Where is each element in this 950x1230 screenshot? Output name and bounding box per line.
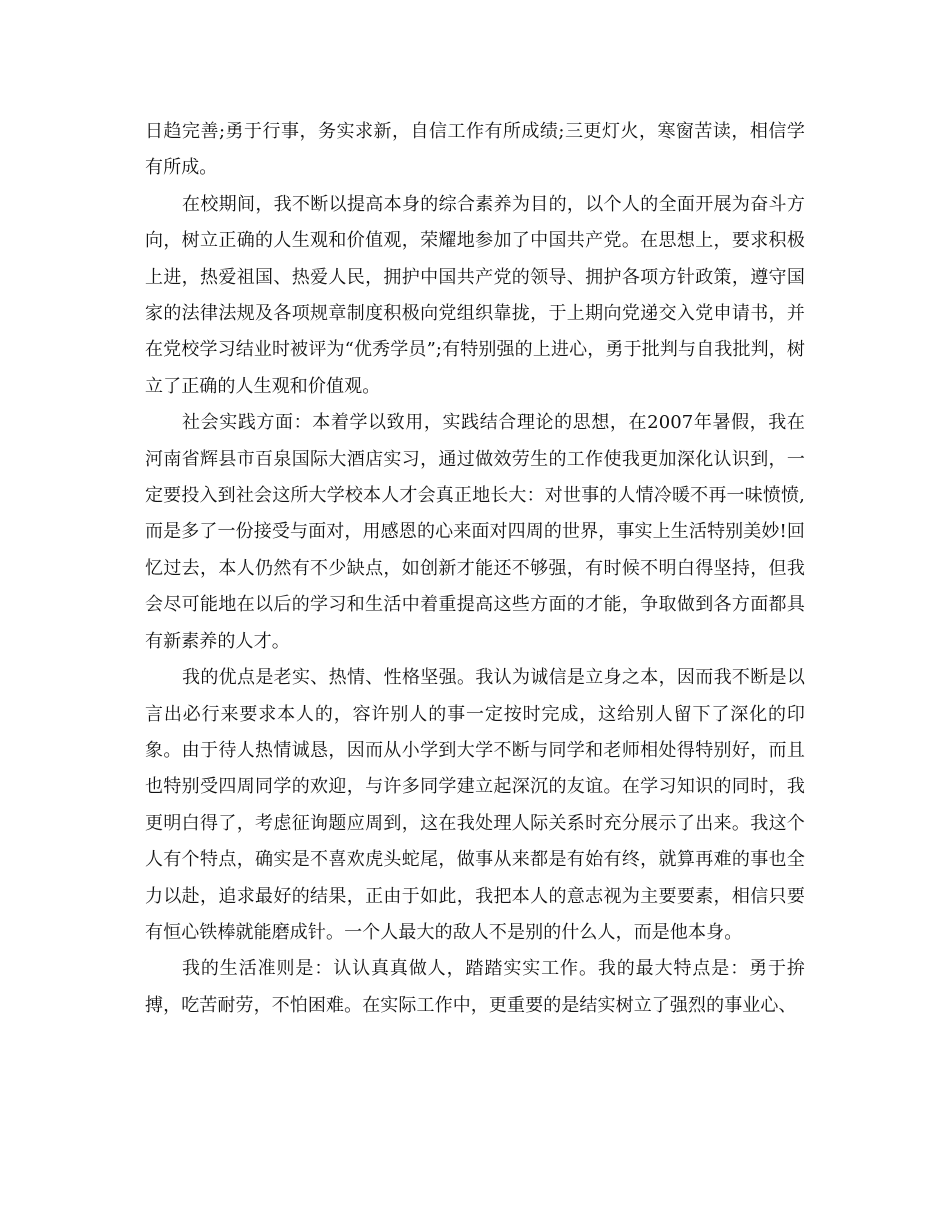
paragraph-life-principles: 我的生活准则是：认认真真做人，踏踏实实工作。我的最大特点是：勇于拚搏，吃苦耐劳，不怕困难。在实际工作中，更重要的是结实树立了强烈的事业心、 (145, 958, 805, 1016)
document-body (145, 114, 805, 1024)
paragraph-social-practice: 社会实践方面：本着学以致用，实践结合理论的思想，在2007年暑假，我在河南省辉县市百泉国际大酒店实习，通过做效劳生的工作使我更加深化认识到，一定要投入到社会这所大学校本人才会真正地长大：对世事的人情冷暖不再一味愤愤,而是多了一份接受与面对，用感恩的心来面对四周的世界，事实上生活特别美妙!回忆过去，本人仍然有不少缺点，如创新才能还不够强，有时候不明白得坚持，但我会尽可能地在以后的学习和生活中着重提高这些方面的才能，争取做到各方面都具有新素养的人才。 (145, 412, 805, 652)
paragraph-continuation: 日趋完善;勇于行事，务实求新，自信工作有所成绩;三更灯火，寒窗苦读，相信学有所成。 (145, 121, 805, 179)
paragraph-school-period: 在校期间，我不断以提高本身的综合素养为目的，以个人的全面开展为奋斗方向，树立正确的人生观和价值观，荣耀地参加了中国共产党。在思想上，要求积极上进，热爱祖国、热爱人民，拥护中国共产党的领导、拥护各项方针政策，遵守国家的法律法规及各项规章制度积极向党组织靠拢，于上期向党递交入党申请书，并在党校学习结业时被评为“优秀学员”;有特别强的上进心，勇于批判与自我批判，树立了正确的人生观和价值观。 (145, 193, 805, 397)
paragraph-strengths: 我的优点是老实、热情、性格坚强。我认为诚信是立身之本，因而我不断是以言出必行来要求本人的，容许别人的事一定按时完成，这给别人留下了深化的印象。由于待人热情诚恳，因而从小学到大学不断与同学和老师相处得特别好，而且也特别受四周同学的欢迎，与许多同学建立起深沉的友谊。在学习知识的同时，我更明白得了，考虑征询题应周到，这在我处理人际关系时充分展示了出来。我这个人有个特点，确实是不喜欢虎头蛇尾，做事从来都是有始有终，就算再难的事也全力以赴，追求最好的结果，正由于如此，我把本人的意志视为主要要素，相信只要有恒心铁棒就能磨成针。一个人最大的敌人不是别的什么人，而是他本身。 (145, 667, 805, 943)
